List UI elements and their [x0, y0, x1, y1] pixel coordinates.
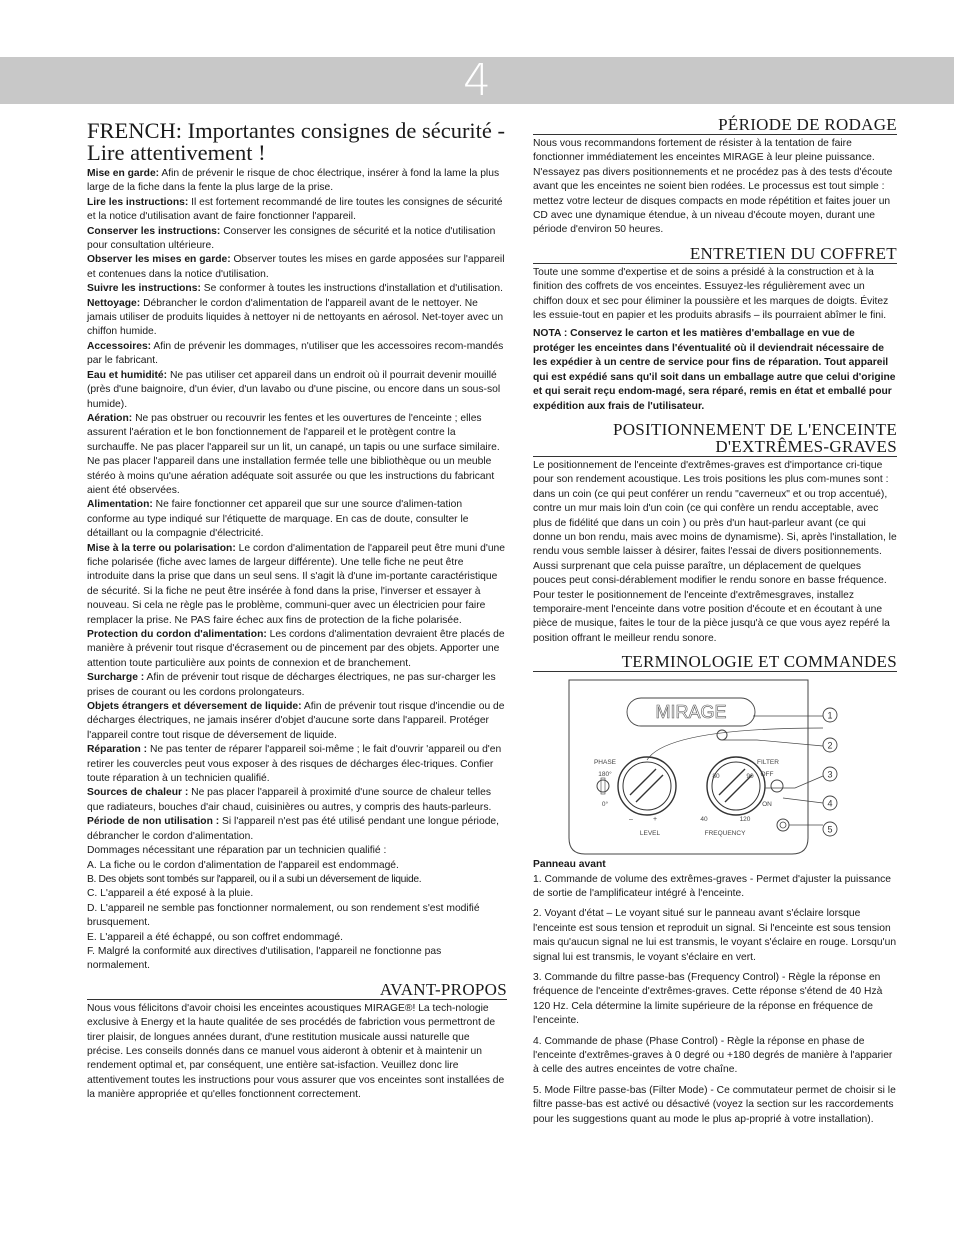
safety-item-label: Mise à la terre ou polarisation: [87, 542, 236, 554]
safety-item-label: Nettoyage: [87, 297, 141, 309]
safety-item-text: Observer toutes les mises en garde apposées sur l'appareil et contenues dans la notice d'utilisation. [87, 254, 505, 280]
safety-item-text: Afin de prévenir tout risque de décharges électriques, ne pas sur-charger les prises de courant ou les cordons prolongateurs. [87, 672, 496, 698]
safety-item [87, 498, 507, 541]
panneau-item: 5. Mode Filtre passe-bas (Filter Mode) - Ce commutateur permet de choisir si le filtre passe-bas est activé ou désactivé (voyez la section sur les raccordements pour les suggestions quant au mode le plus ap-proprié à votre installation). [533, 1084, 896, 1125]
rodage-heading: PÉRIODE DE RODAGE [533, 116, 897, 135]
panneau-title: Panneau avant [533, 859, 606, 871]
position-heading: POSITIONNEMENT DE L'ENCEINTE D'EXTRÊMES-GRAVES [533, 421, 897, 457]
safety-item-text: Conserver les consignes de sécurité et la notice d'utilisation pour consultation ultérieure. [87, 225, 496, 252]
freq-90-label: 90 [746, 773, 754, 781]
terminologie-heading: TERMINOLOGIE ET COMMANDES [533, 653, 897, 672]
callout-1: 1 [827, 710, 833, 721]
freq-40-label: 40 [700, 816, 708, 824]
level-label: LEVEL [639, 830, 661, 838]
safety-item [87, 196, 507, 225]
safety-item-text: Débrancher le cordon d'alimentation de l'appareil avant de le nettoyer. Ne jamais utiliser de produits liquides à nettoyer ni de nettoyants en aérosol. Net-toyer avec un chiffon humide. [87, 297, 504, 338]
freq-80-label: 80 [712, 773, 720, 781]
safety-item [87, 743, 507, 786]
safety-item [87, 167, 507, 196]
safety-item [87, 542, 507, 628]
safety-item-label: Suivre les instructions: [87, 283, 201, 295]
safety-item-label: Observer les mises en garde: [87, 254, 231, 266]
filter-off-label: OFF [760, 771, 774, 779]
panneau-item: 4. Commande de phase (Phase Control) - Règle la réponse en phase de l'enceinte d'extrêmes-graves à 0 degré ou +180 degrés de manière à l'apparier à celle des autres enceintes de votre chaîne. [533, 1035, 893, 1076]
safety-item-label: Période de non utilisation : [87, 816, 220, 828]
safety-item-label: Lire les instructions: [87, 196, 189, 208]
safety-item-label: Réparation : [87, 744, 148, 756]
safety-item-text: Si l'appareil n'est pas été utilisé pendant une longue période, débrancher le cordon d'alimentation. [87, 816, 500, 842]
panneau-item: 2. Voyant d'état – Le voyant situé sur le panneau avant s'éclaire lorsque l'enceinte est sous tension et reproduit un signal. Si l'enceinte est sous tension mais qu'aucun signal ne lui est transmis, le voyant s'éclaire en rouge. Lorsqu'un signal lui est transmis, le voyant s'éclaire en vert. [533, 908, 897, 963]
safety-item [87, 815, 507, 844]
panneau-list [533, 873, 897, 1128]
callout-4: 4 [827, 798, 833, 809]
safety-item-label: Alimentation: [87, 499, 153, 511]
safety-item-text: Ne pas utiliser cet appareil dans un endroit où il pourrait devenir mouillé (près d'une baignoire, d'un évier, d'un lavabo ou d'une piscine, ou encore dans un sous-sol humide). [87, 369, 501, 410]
freq-120-label: 120 [739, 816, 751, 824]
avant-propos-text: Nous vous félicitons d'avoir choisi les enceintes acoustiques MIRAGE®! La tech-nologie exclusive à Energy et la haute qualitée de ses procédés de fabriction vous permettront de tirer plaisir, de longues années durant, d'une restitution musicale aussi naturelle que précise. Les conseils donnés dans ce manuel vous aideront à obtenir et à maintenir un rendement optimal et, par conséquent, une entière sat-isfaction. Veuillez donc lire attentivement toutes les instructions pour vous assurer que vos enceintes sont installées de la manière appropriée et qu'elles fonctionnent correctement. [87, 1002, 505, 1101]
coffret-text: Toute une somme d'expertise et de soins a présidé à la construction et à la finition des coffrets de vos enceintes. Essuyez-les régulièrement avec un chiffon doux et sec pour éliminer la poussière et les marques de doigts. Évitez les essuie-tout en papier et les produits abrasifs – ils pourraient abîmer le fini. [533, 266, 889, 322]
rodage-text: Nous vous recommandons fortement de résister à la tentation de faire fonctionner immédiatement les enceintes MIRAGE à leur pleine puissance. N'essayez pas divers positionnements et ne procédez pas à des tests d'écoute avant que les enceintes ne soient bien rodées. Le processus est tout simple : mettez votre lecteur de disques compacts en mode répétition et faites jouer un CD avec une dynamique étendue, à un niveau d'écoute moyen, durant une période d'environ 50 heures. [533, 138, 893, 236]
panel-illustration [533, 678, 897, 856]
right-column [533, 116, 897, 1133]
position-text: Le positionnement de l'enceinte d'extrêmes-graves est d'importance cri-tique pour son rendement acoustique. Les trois positions les plus com-munes sont : dans un coin (ce qui peut conférer un rendu "caverneux" et ou trop accentué), contre un mur mais loin d'un coin (ce qui confère un rendu acceptable, avec plus de fidélité que dans un coin ) ou près d'un haut-parleur avant (ce qui donne un bon rendu, mais avec moins de dynamisme). Si, après l'installation, le rendu vous semble laisser à désirer, faites l'essai de divers positionnements. Aussi surprenant que cela puisse paraître, un déplacement de quelques pouces peut consi-dérablement modifier le rendu sonore en basse fréquence. Pour tester le positionnement de l'enceinte d'extrêmesgraves, installez temporaire-ment l'enceinte dans votre position d'écoute et en écoutant à une pièce de musique, faites le tour de la pièce jusqu'à ce que vous ayez repéré la position offrant le meilleur rendu sonore. [533, 459, 897, 644]
safety-item [87, 786, 507, 815]
safety-item [87, 700, 507, 743]
safety-item-label: Protection du cordon d'alimentation: [87, 629, 267, 640]
repair-item: F. Malgré la conformité aux directives d'utilisation, l'appareil ne fonctionne pas normalement. [87, 945, 442, 972]
safety-item-label: Conserver les instructions: [87, 225, 221, 237]
level-minus: – [629, 816, 633, 824]
safety-item-text: Se conformer à toutes les instructions d'installation et d'utilisation. [200, 283, 503, 295]
repair-item: C. L'appareil a été exposé à la pluie. [87, 888, 254, 900]
brand-logo: MIRAGE [655, 702, 727, 723]
repair-list [87, 859, 507, 974]
callout-3: 3 [827, 769, 833, 780]
safety-item [87, 225, 507, 254]
safety-item-text: Afin de prévenir tout risque d'incendie ou de décharges électriques, ne jamais insérer d'objet d'aucune sorte dans l'appareil. Protéger l'appareil contre tout risque de déversement de liquide. [87, 701, 505, 741]
safety-item [87, 369, 507, 412]
page-number: 4 [463, 55, 491, 106]
panneau-item: 3. Commande du filtre passe-bas (Frequency Control) - Règle la réponse en fréquence de l'enceinte d'extrêmes-graves. Cette réponse s'étend de 40 Hzà 120 Hz. Cela détermine la limite supérieure de la réponse en fréquence de l'enceinte. [533, 972, 883, 1027]
safety-item [87, 671, 507, 700]
subwoofer-panel-diagram [533, 678, 897, 856]
safety-item-text: Ne pas tenter de réparer l'appareil soi-même ; le fait d'ouvrir 'appareil ou d'en retirer les couvercles peut vous exposer à des risques de décharges élec-triques. Confier toute réparation à un technicien qualifié. [87, 744, 502, 785]
phase-0-label: 0° [601, 801, 609, 809]
safety-item [87, 297, 507, 340]
safety-item [87, 412, 507, 498]
safety-item-label: Surcharge : [87, 672, 145, 684]
safety-list [87, 167, 507, 844]
filter-label: FILTER [757, 759, 779, 767]
avant-propos-heading: AVANT-PROPOS [87, 981, 507, 1000]
callout-5: 5 [827, 824, 833, 835]
safety-item-label: Mise en garde: [87, 168, 160, 179]
safety-item-text: Afin de prévenir les dommages, n'utiliser que les accessoires recom-mandés par le fabricant. [87, 340, 504, 367]
safety-item [87, 628, 507, 671]
page-title: FRENCH: Importantes consignes de sécurité - Lire attentivement ! [87, 118, 506, 165]
panneau-item: 1. Commande de volume des extrêmes-graves - Permet d'ajuster la puissance de sortie de l'amplificateur intégré à l'enceinte. [533, 873, 891, 899]
repair-item: E. L'appareil a été échappé, ou son coffret endommagé. [87, 931, 343, 943]
repair-item: A. La fiche ou le cordon d'alimentation de l'appareil est endommagé. [87, 859, 399, 871]
note-text: NOTA : Conservez le carton et les matières d'emballage en vue de protéger les enceintes dans l'éventualité où il deviendrait nécessaire de les expédier à un centre de service pour fins de réparation. Tout appareil qui est expédié sans qu'il soit dans un emballage autre que celui d'origine et qui serait reçu endom-magé, sera réparé, remis en état et emballé pour expédition aux frais de l'utilisateur. [533, 328, 896, 412]
left-column [87, 120, 507, 1103]
safety-item-label: Accessoires: [87, 340, 152, 352]
safety-item-text: Afin de prévenir le risque de choc électrique, insérer à fond la lame la plus large de la fiche dans la fente la plus large de la prise. [87, 168, 500, 194]
safety-item-text: Ne faire fonctionner cet appareil que sur une source d'alimen-tation conforme au type indiqué sur l'étiquette de marquage. En cas de doute, consulter le détaillant ou la compagnie d'électricité. [87, 499, 469, 540]
safety-item-text: Ne pas placer l'appareil à proximité d'une source de chaleur telles que radiateurs, bouches d'air chaud, cuisinières ou autres, y compris des hauts-parleurs. [87, 787, 492, 813]
safety-item-text: Le cordon d'alimentation de l'appareil peut être muni d'une fiche polarisée (fiche avec lames de largeur différente). Une telle fiche ne peut être introduite dans la prise que dans un seul sens. Il s'agit là d'une im-portante caractéristique de sécurité. Si la fiche ne peut être insérée à fond dans la prise, l'inverser et essayer à nouveau. Si cela ne règle pas le problème, communi-quer avec un électricien pour faire remplacer la prise. Ne PAS faire échec aux fins de protection de la fiche polarisée. [87, 542, 505, 626]
phase-180-label: 180° [598, 771, 612, 779]
repair-item: B. Des objets sont tombés sur l'appareil, ou il a subi un déversement de liquide. [87, 873, 422, 885]
safety-item-label: Eau et humidité: [87, 369, 168, 381]
phase-label: PHASE [593, 759, 617, 767]
safety-item-label: Objets étrangers et déversement de liquide: [87, 701, 302, 713]
level-plus: + [652, 816, 658, 824]
repair-intro: Dommages nécessitant une réparation par un technicien qualifié : [87, 845, 387, 857]
safety-item-label: Sources de chaleur : [87, 787, 189, 799]
safety-item-label: Aération: [87, 412, 133, 424]
frequency-label: FREQUENCY [704, 830, 746, 838]
safety-item [87, 340, 507, 369]
coffret-heading: ENTRETIEN DU COFFRET [533, 245, 897, 264]
safety-item-text: Les cordons d'alimentation devraient être placés de manière à prévenir tout risque d'écrasement ou de pincement par des objets. Apporter une attention toute particulière aux points de connexion et de branchement. [87, 629, 505, 669]
safety-item [87, 253, 507, 282]
safety-item [87, 282, 507, 296]
filter-on-label: ON [762, 801, 772, 809]
safety-item-text: Il est fortement recommandé de lire toutes les consignes de sécurité et la notice d'utilisation avant de faire fonctionner l'appareil. [87, 196, 503, 223]
callout-2: 2 [827, 740, 833, 751]
safety-item-text: Ne pas obstruer ou recouvrir les fentes et les ouvertures de l'enceinte ; elles assurent l'aération et le bon fonctionnement de l'appareil et le protègent contre la surchauffe. Ne pas placer l'appareil sur un lit, un canapé, un tapis ou une surface similaire. Ne pas placer l'appareil dans une installation fermée telle une bibliothèque ou un meuble stéréo à moins qu'une aération adéquate soit assurée ou que les instructions du fabricant aient été observées. [87, 412, 500, 496]
repair-item: D. L'appareil ne semble pas fonctionner normalement, ou son rendement s'est modifié brusquement. [87, 902, 480, 929]
